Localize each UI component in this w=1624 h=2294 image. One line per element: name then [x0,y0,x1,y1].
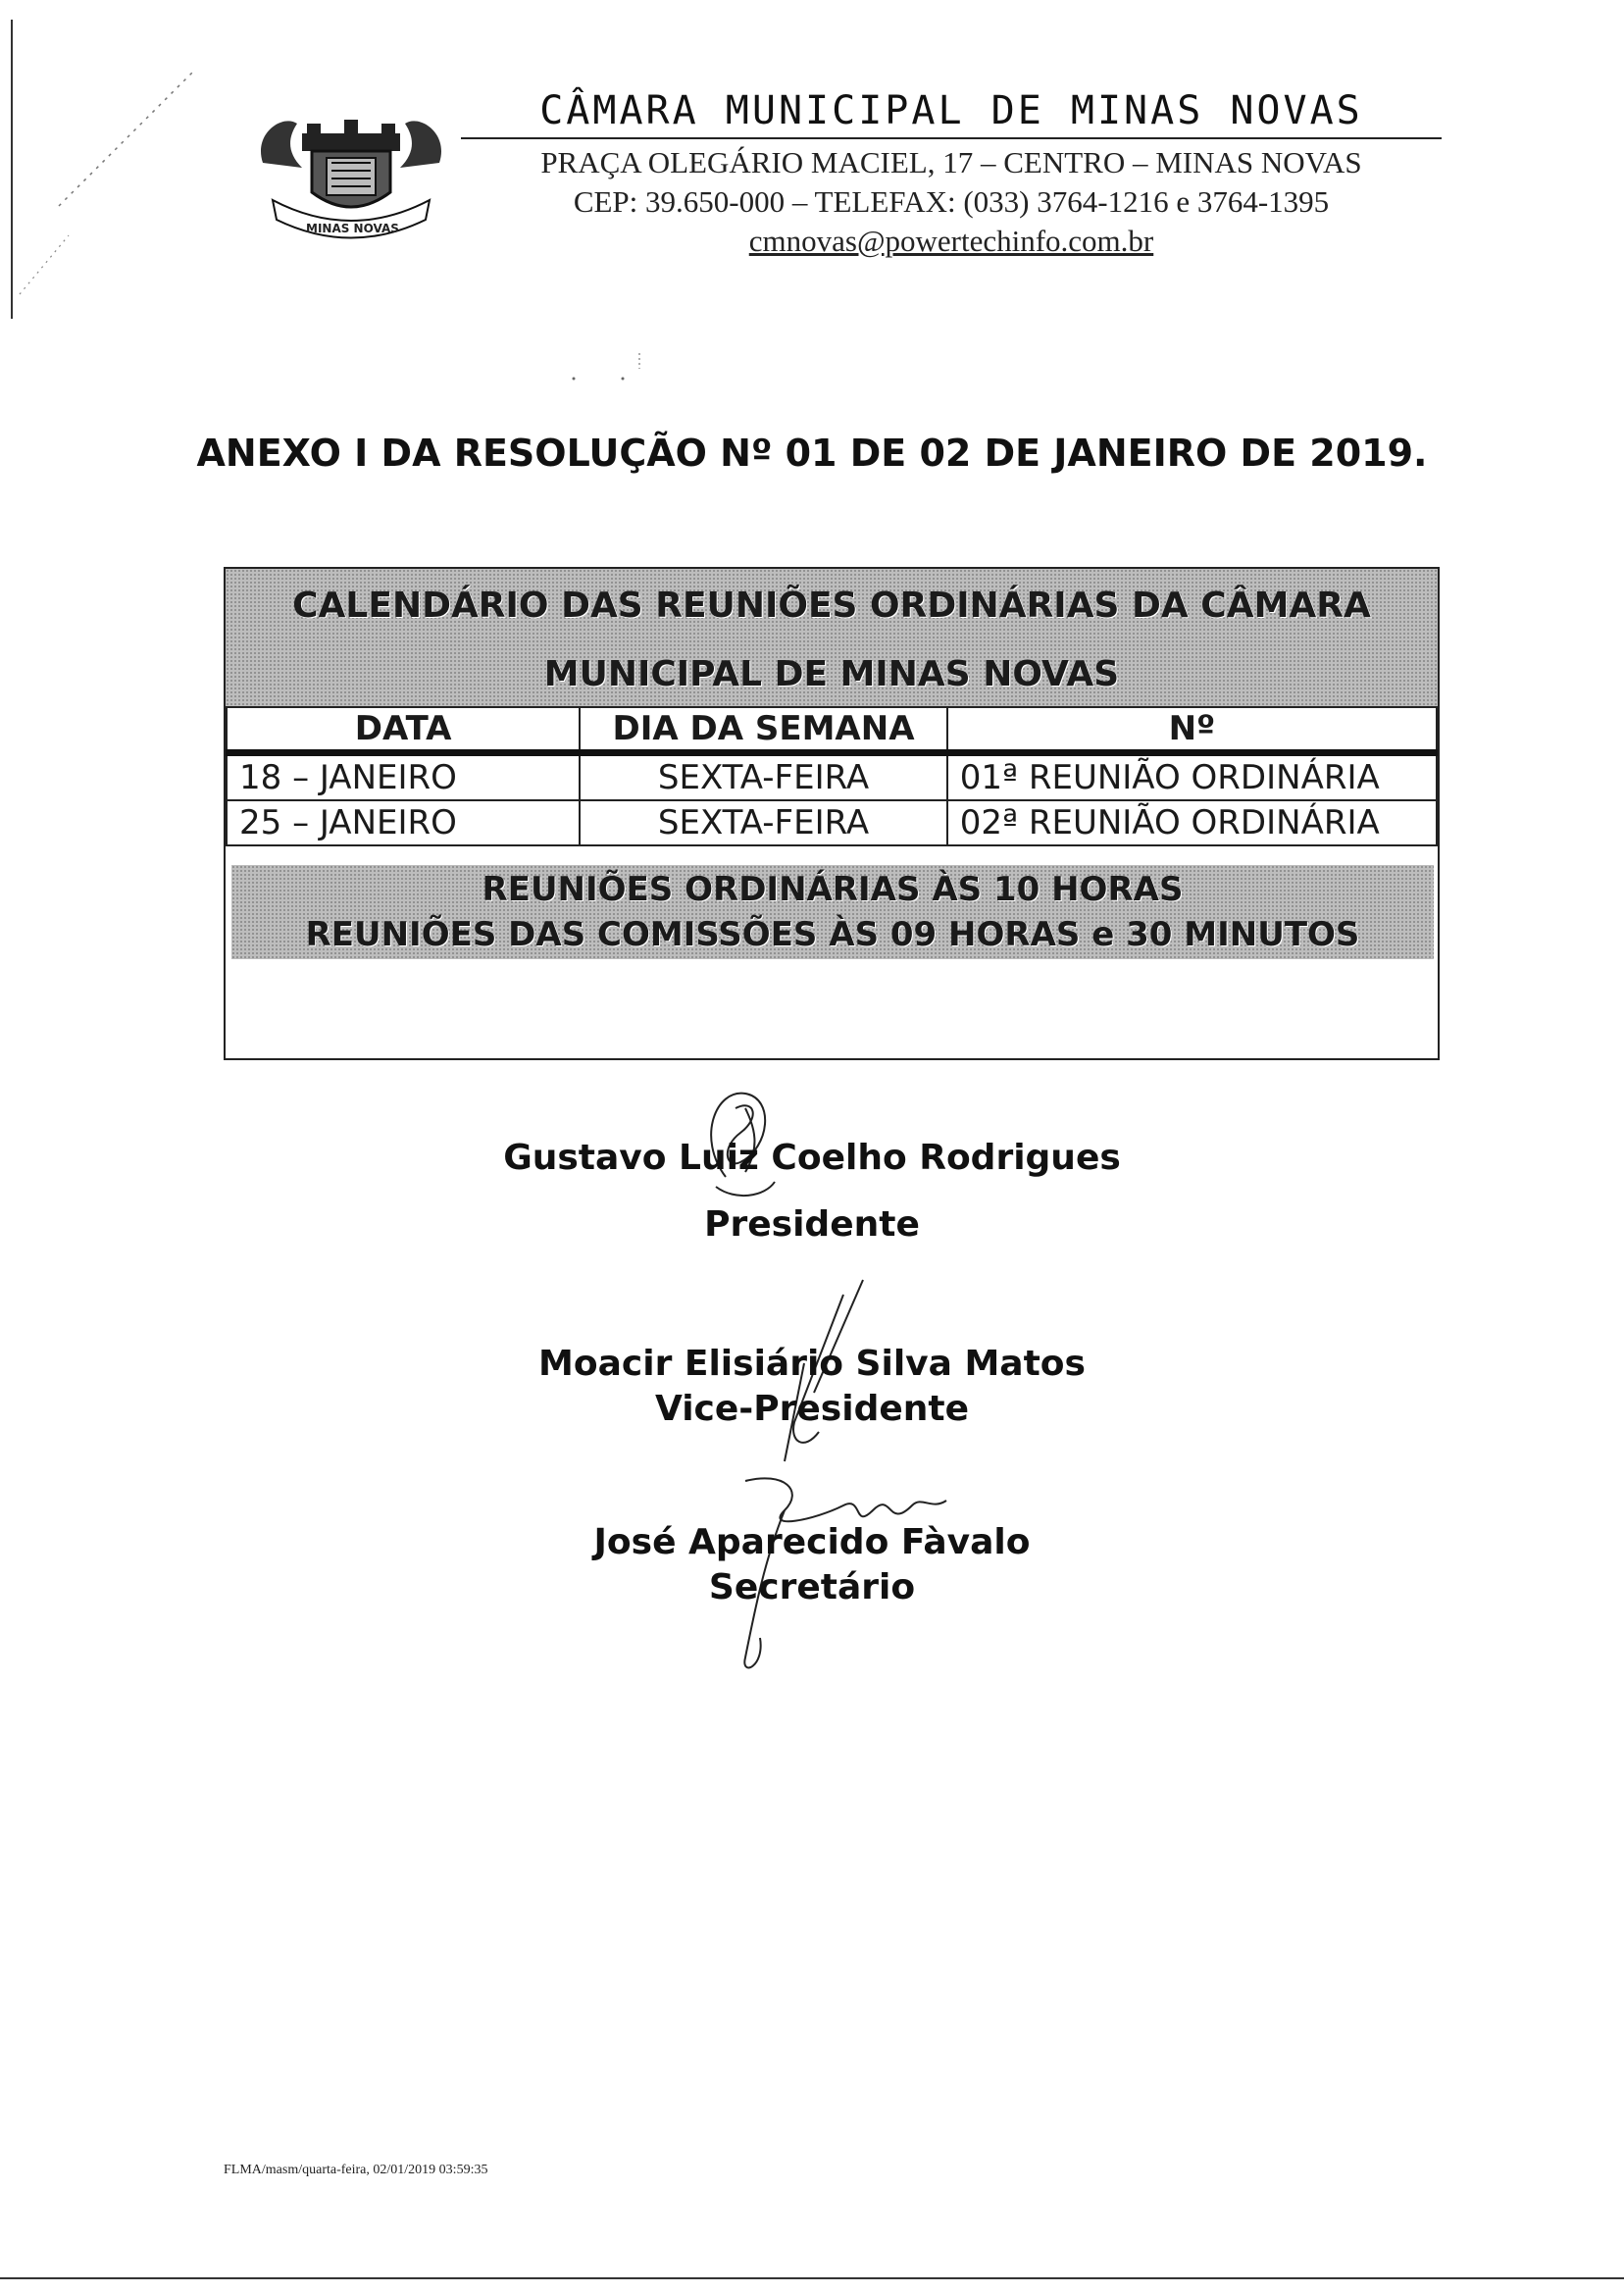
footer-note: FLMA/masm/quarta-feira, 02/01/2019 03:59:35 [224,2163,488,2177]
table-header-row [227,707,1437,753]
cell-dia: SEXTA-FEIRA [580,800,947,845]
signatory-name: José Aparecido Fàvalo [593,1522,1031,1562]
signatory-name: Gustavo Luiz Coelho Rodrigues [503,1138,1121,1178]
document-title: ANEXO I DA RESOLUÇÃO Nº 01 DE 02 DE JANEIRO DE 2019. [196,432,1428,475]
column-header-data: DATA [227,707,580,753]
calendar-grid [226,706,1438,846]
meeting-times-note [231,865,1434,959]
meeting-times-line2: REUNIÕES DAS COMISSÕES ÀS 09 HORAS e 30 MINUTOS [305,915,1360,954]
institution-contact: CEP: 39.650-000 – TELEFAX: (033) 3764-1216 e 3764-1395 [573,184,1330,219]
institution-email-link[interactable]: cmnovas@powertechinfo.com.br [748,224,1154,258]
calendar-heading-line1: CALENDÁRIO DAS REUNIÕES ORDINÁRIAS DA CÂMARA [292,586,1371,626]
bottom-rule [0,2277,1624,2279]
calendar-table [224,567,1440,1060]
cell-data: 18 – JANEIRO [227,753,580,801]
cell-numero: 01ª REUNIÃO ORDINÁRIA [947,753,1437,801]
signatory-role: Presidente [704,1204,920,1245]
signatory-role: Secretário [708,1567,916,1607]
table-row [227,753,1437,801]
scan-artifact-marks [0,0,255,333]
signatory-role: Vice-Presidente [654,1389,970,1429]
cell-data: 25 – JANEIRO [227,800,580,845]
table-row [227,800,1437,845]
institution-name: CÂMARA MUNICIPAL DE MINAS NOVAS [539,88,1363,133]
meeting-times-line1: REUNIÕES ORDINÁRIAS ÀS 10 HORAS [482,870,1184,909]
calendar-heading-line2: MUNICIPAL DE MINAS NOVAS [543,654,1120,694]
email-line [461,224,1442,259]
cell-numero: 02ª REUNIÃO ORDINÁRIA [947,800,1437,845]
column-header-numero: Nº [947,707,1437,753]
institution-address: PRAÇA OLEGÁRIO MACIEL, 17 – CENTRO – MINAS NOVAS [540,145,1362,179]
crest-label: MINAS NOVAS [306,222,399,235]
signatory-name: Moacir Elisiário Silva Matos [538,1344,1086,1384]
column-header-dia: DIA DA SEMANA [580,707,947,753]
municipal-coat-of-arms-icon [243,94,459,241]
scan-speck-marks [569,349,657,388]
cell-dia: SEXTA-FEIRA [580,753,947,801]
calendar-heading [226,569,1438,706]
header-rule [461,137,1442,139]
